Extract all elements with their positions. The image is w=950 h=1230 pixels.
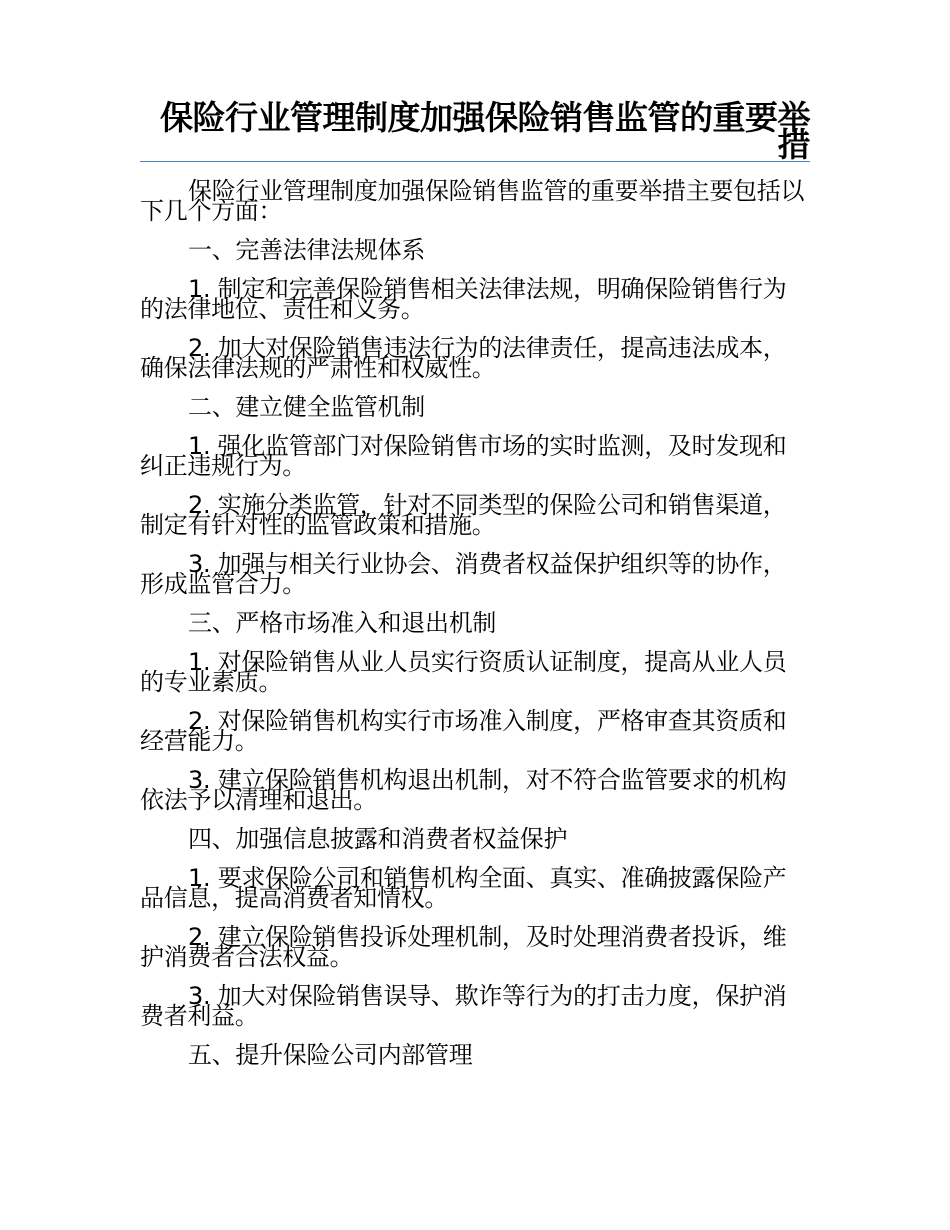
list-item: 3. 建立保险销售机构退出机制，对不符合监管要求的机构依法予以清理和退出。 <box>140 766 787 814</box>
section-heading: 三、严格市场准入和退出机制 <box>188 609 497 637</box>
list-item: 2. 实施分类监管，针对不同类型的保险公司和销售渠道，制定有针对性的监管政策和措施。 <box>140 491 787 539</box>
section-heading: 五、提升保险公司内部管理 <box>188 1041 473 1069</box>
list-item: 3. 加大对保险销售误导、欺诈等行为的打击力度，保护消费者利益。 <box>140 982 787 1030</box>
section-heading: 一、完善法律法规体系 <box>188 236 425 264</box>
list-item: 1. 对保险销售从业人员实行资质认证制度，提高从业人员的专业素质。 <box>140 648 787 696</box>
list-item: 1. 制定和完善保险销售相关法律法规，明确保险销售行为的法律地位、责任和义务。 <box>140 275 787 323</box>
document-title: 保险行业管理制度加强保险销售监管的重要举措 <box>160 98 810 164</box>
list-item: 1. 要求保险公司和销售机构全面、真实、准确披露保险产品信息，提高消费者知情权。 <box>140 864 787 912</box>
intro-paragraph: 保险行业管理制度加强保险销售监管的重要举措主要包括以下几个方面： <box>140 177 805 225</box>
section-heading: 四、加强信息披露和消费者权益保护 <box>188 825 568 853</box>
document-body <box>140 177 810 1084</box>
list-item: 2. 加大对保险销售违法行为的法律责任，提高违法成本，确保法律法规的严肃性和权威性。 <box>140 334 787 382</box>
list-item: 1. 强化监管部门对保险销售市场的实时监测，及时发现和纠正违规行为。 <box>140 432 787 480</box>
list-item: 2. 建立保险销售投诉处理机制，及时处理消费者投诉，维护消费者合法权益。 <box>140 923 787 971</box>
section-heading: 二、建立健全监管机制 <box>188 393 425 421</box>
list-item: 2. 对保险销售机构实行市场准入制度，严格审查其资质和经营能力。 <box>140 707 787 755</box>
list-item: 3. 加强与相关行业协会、消费者权益保护组织等的协作，形成监管合力。 <box>140 550 787 598</box>
title-divider <box>140 161 810 162</box>
